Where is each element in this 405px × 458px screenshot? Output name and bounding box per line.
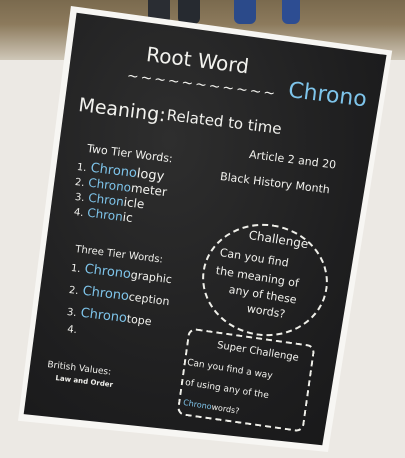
item-suffix: meter bbox=[130, 180, 168, 200]
black-history-text: Black History Month bbox=[219, 170, 331, 197]
item-root: Chrono bbox=[81, 283, 130, 305]
challenge-line: the meaning of bbox=[214, 264, 300, 290]
item-root: Chrono bbox=[83, 261, 132, 283]
article-text: Article 2 and 20 bbox=[248, 148, 337, 172]
item-suffix: tope bbox=[126, 312, 153, 329]
challenge-line: any of these bbox=[227, 283, 298, 307]
challenge-line: words? bbox=[245, 302, 287, 321]
item-number: 1. bbox=[70, 262, 82, 276]
challenge-line: Can you find bbox=[218, 246, 290, 270]
item-suffix: ic bbox=[121, 209, 134, 226]
item-number: 1. bbox=[76, 161, 88, 175]
two-tier-heading: Two Tier Words: bbox=[86, 142, 174, 166]
item-number: 2. bbox=[68, 284, 80, 298]
item-suffix: icle bbox=[122, 194, 146, 212]
super-challenge-tail: words? bbox=[210, 402, 241, 416]
three-tier-heading: Three Tier Words: bbox=[74, 244, 164, 266]
super-challenge-root: Chrono bbox=[182, 398, 213, 412]
three-tier-item bbox=[67, 324, 78, 336]
item-number: 4. bbox=[73, 206, 85, 220]
super-challenge-line: of using any of the bbox=[184, 378, 270, 402]
meaning-text: Related to time bbox=[165, 106, 283, 138]
item-number: 3. bbox=[66, 306, 78, 320]
item-root: Chrono bbox=[87, 175, 132, 195]
title: Root Word bbox=[145, 42, 251, 79]
root-word: Chrono bbox=[286, 78, 369, 113]
super-challenge-title: Super Challenge bbox=[216, 340, 300, 364]
british-values-label: British Values: bbox=[46, 360, 112, 378]
meaning-label: Meaning: bbox=[77, 94, 167, 127]
item-number: 3. bbox=[74, 191, 86, 205]
law-order-text: Law and Order bbox=[55, 374, 114, 389]
item-root: Chron bbox=[86, 205, 124, 224]
super-challenge-line: Can you find a way bbox=[186, 358, 274, 382]
item-number: 4. bbox=[66, 324, 78, 337]
chalkboard-sign bbox=[18, 6, 396, 452]
item-suffix: logy bbox=[135, 166, 166, 185]
item-root: Chron bbox=[87, 190, 125, 209]
item-number: 2. bbox=[74, 176, 86, 190]
title-underline: ~~~~~~~~~~~ bbox=[126, 68, 278, 103]
item-suffix: graphic bbox=[130, 268, 173, 287]
item-root: Chrono bbox=[79, 305, 128, 327]
challenge-title: Challenge bbox=[247, 228, 310, 252]
item-suffix: ception bbox=[128, 290, 171, 309]
item-root: Chrono bbox=[89, 160, 138, 182]
